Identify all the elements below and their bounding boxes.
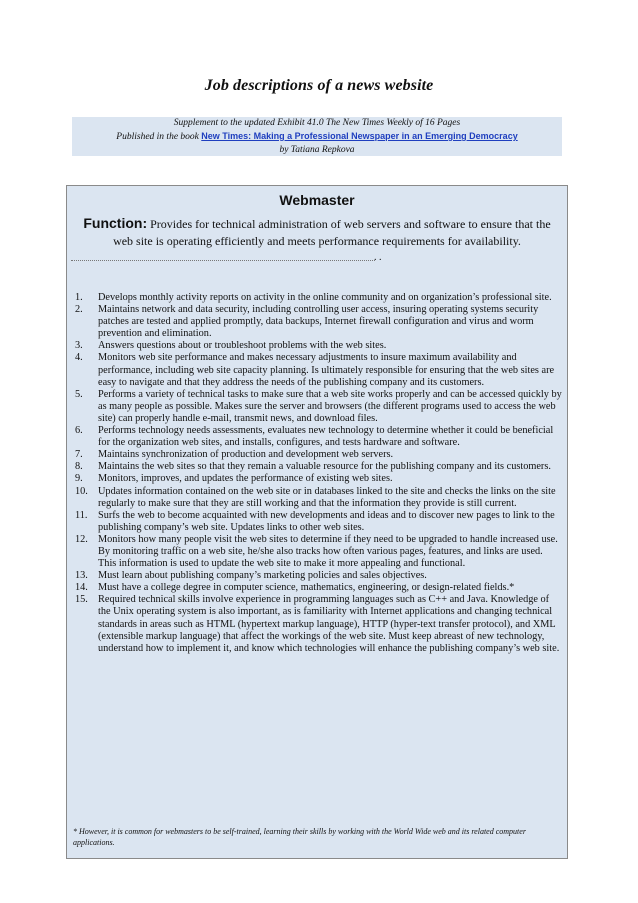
list-item (75, 594, 563, 654)
list-item-number: 5. (75, 388, 83, 400)
list-item-text: Develops monthly activity reports on activity in the online community and on organization’s professional site. (98, 292, 552, 303)
list-item (75, 425, 563, 449)
list-item-text: Maintains network and data security, including controlling user access, insuring operating systems security patches are tested and applied promptly, data backups, Internet firewall configuration and virus and worm prevention and elimination. (98, 304, 539, 340)
list-item (75, 534, 563, 570)
author-line: by Tatiana Repkova (279, 145, 355, 155)
list-item-text: Maintains the web sites so that they remain a valuable resource for the publishing company and its customers. (98, 461, 551, 473)
list-item-number: 9. (75, 473, 83, 485)
list-item-number: 13. (75, 570, 88, 582)
list-item (75, 473, 563, 485)
list-item-text: Monitors how many people visit the web sites to determine if they need to be upgraded to handle increased use. By monitoring traffic on a web site, he/she also tracks how often various pages, features, and links are used. This information is used to update the web site to make it more appealing and functional. (98, 533, 558, 570)
list-item-text: Maintains synchronization of production and development web servers. (98, 449, 394, 461)
list-item (75, 486, 563, 510)
list-item (75, 304, 563, 340)
function-text: Provides for technical administration of web servers and software to ensure that the web site is operating efficiently and meets performance requirements for availability. (113, 217, 551, 248)
list-item (75, 510, 563, 534)
supplement-banner (72, 117, 562, 156)
section-heading: Webmaster (279, 192, 355, 208)
list-item-text: Required technical skills involve experience in programming languages such as C++ and Java. Knowledge of the Unix operating system is also important, as is familiarity with Internet applications and changing technical standards in areas such as HTML (hypertext markup language), HTTP (hyper-text transfer protocol), and XML (extensible markup language) that affect the workings of the web site. Must keep abreast of new technology, understand how to implement it, and know which technologies will enhance the publishing company’s web site. (98, 594, 560, 654)
footnote: * However, it is common for webmasters to be self-trained, learning their skills by working with the World Wide web and its related computer applications. (73, 827, 526, 847)
list-item-number: 12. (75, 533, 88, 545)
list-item (75, 570, 563, 582)
list-item-number: 11. (75, 509, 88, 521)
list-item-number: 2. (75, 304, 83, 316)
published-line (72, 130, 562, 144)
list-item-number: 1. (75, 292, 83, 303)
list-item-text: Surfs the web to become acquainted with new developments and ideas and to discover new pages to link to the publishing company’s web site. Updates links to other web sites. (98, 509, 555, 533)
list-item-text: Must learn about publishing company’s marketing policies and sales objectives. (98, 570, 427, 582)
page-title: Job descriptions of a news website (204, 77, 434, 94)
list-item (75, 449, 563, 461)
supplement-line: Supplement to the updated Exhibit 41.0 The New Times Weekly of 16 Pages (173, 118, 461, 128)
list-item-text: Must have a college degree in computer science, mathematics, engineering, or design-related fields.* (98, 582, 515, 594)
list-item-number: 6. (75, 425, 83, 437)
list-item-number: 14. (75, 582, 88, 594)
dotted-divider-end: . . (374, 252, 382, 263)
dotted-divider (71, 260, 375, 261)
list-item-number: 15. (75, 594, 88, 606)
list-item (75, 292, 563, 304)
job-description-box (66, 185, 568, 859)
list-item-number: 8. (75, 461, 83, 473)
list-item-number: 3. (75, 340, 83, 352)
list-item-text: Answers questions about or troubleshoot problems with the web sites. (98, 340, 387, 352)
list-item (75, 461, 563, 473)
list-item-text: Performs a variety of technical tasks to make sure that a web site works properly and can be accessed quickly by as many people as possible. Makes sure the server and browsers (the different programs used to access the web site) can properly handle e-mail, transmit news, and download files. (98, 388, 562, 424)
list-item-number: 10. (75, 485, 88, 497)
function-paragraph (73, 215, 561, 250)
list-item-number: 7. (75, 449, 83, 461)
list-item-text: Monitors web site performance and makes necessary adjustments to insure maximum availability and performance, including web site capacity planning. Is ultimately responsible for ensuring that the web sites are easy to navigate and that they address the needs of the publishing company and its customers. (98, 352, 555, 388)
function-label: Function: (83, 215, 148, 231)
list-item-text: Monitors, improves, and updates the performance of existing web sites. (98, 473, 393, 485)
list-item (75, 352, 563, 388)
list-item-text: Performs technology needs assessments, evaluates new technology to determine whether it could be beneficial for the organization web sites, and installs, configures, and tests hardware and software. (98, 425, 554, 449)
list-item (75, 389, 563, 425)
list-item-text: Updates information contained on the web site or in databases linked to the site and checks the links on the site regularly to make sure that they are still working and that the information they provide is still current. (98, 485, 556, 509)
list-item (75, 340, 563, 352)
list-item (75, 582, 563, 594)
published-prefix: Published in the book (116, 132, 199, 142)
duties-list (75, 292, 563, 655)
book-link[interactable]: New Times: Making a Professional Newspaper in an Emerging Democracy (201, 131, 518, 141)
list-item-number: 4. (75, 352, 83, 364)
